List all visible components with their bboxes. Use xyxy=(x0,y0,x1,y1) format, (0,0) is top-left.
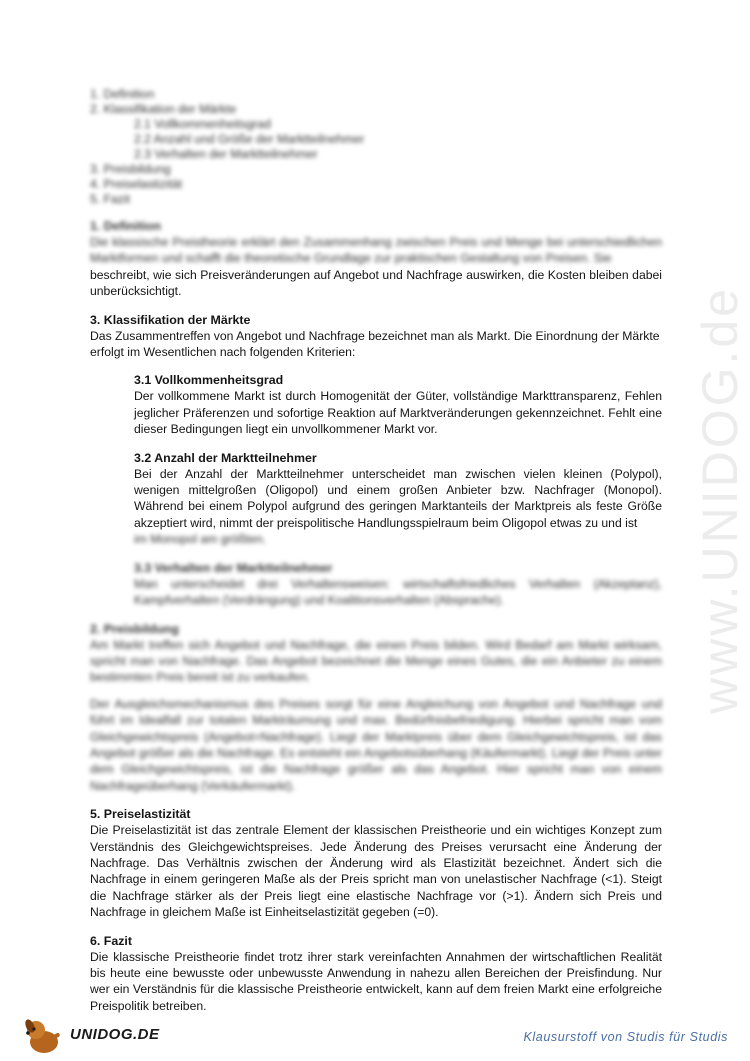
section-behavior xyxy=(134,560,662,609)
toc-item: 2.2 Anzahl und Größe der Marktteilnehmer xyxy=(134,132,365,146)
section-price-formation xyxy=(90,621,662,795)
section-text-blurred: Man unterscheidet drei Verhaltensweisen: wirtschaftsfriedliches Verhalten (Akzeptanz), Kampfverhalten (Verdrängung) und Koalitionsverhalten (Absprache). xyxy=(134,576,662,608)
watermark xyxy=(692,286,748,714)
section-heading: 6. Fazit xyxy=(90,933,132,948)
logo-text: UNIDOG.DE xyxy=(70,1026,160,1043)
toc-item: 2. Klassifikation der Märkte xyxy=(90,102,237,116)
section-heading: 5. Preiselastizität xyxy=(90,807,191,822)
section-heading: 3.3 Verhalten der Marktteilnehmer xyxy=(134,560,333,575)
section-text-blurred: Die klassische Preistheorie erklärt den Zusammenhang zwischen Preis und Menge bei unterschiedlichen Marktformen und schafft die theoretische Grundlage zur praktischen Gestaltung von Preisen. Sie xyxy=(90,235,662,266)
section-perfection xyxy=(134,372,662,437)
section-participants xyxy=(134,450,662,548)
table-of-contents xyxy=(90,86,662,206)
section-text: Bei der Anzahl der Marktteilnehmer unterscheidet man zwischen vielen kleinen (Polypol), wenigen mittelgroßen (Oligopol) und einem großen Anbieter bzw. Nachfrager (Monopol). Während bei einem Polypol aufgrund des geringen Marktanteils der Marktpreis als feste Größe akzeptiert wird, nimmt der preispolitische Handlungsspielraum beim Oligopol etwas zu und ist xyxy=(134,466,662,530)
unidog-logo xyxy=(22,1016,162,1056)
toc-item: 4. Preiselastizität xyxy=(90,177,183,191)
watermark-text: www.UNIDOG.de xyxy=(692,286,748,714)
document-content xyxy=(90,86,662,1014)
section-text: Der vollkommene Markt ist durch Homogenität der Güter, vollständige Markttransparenz, Fehlen jeglicher Präferenzen und sofortige Reaktion auf Marktveränderungen gekennzeichnet. Fehlt eine dieser Bedingungen liegt ein unvollkommener Markt vor. xyxy=(134,389,662,437)
section-heading: 3.1 Vollkommenheitsgrad xyxy=(134,373,284,388)
section-heading: 1. Definition xyxy=(90,219,161,233)
section-heading: 3. Klassifikation der Märkte xyxy=(90,312,251,327)
toc-item: 2.3 Verhalten der Marktteilnehmer xyxy=(134,147,318,161)
section-text-blurred: Am Markt treffen sich Angebot und Nachfrage, die einen Preis bilden. Wird Bedarf am Markt wirksam, spricht man von Nachfrage. Das Angebot bezeichnet die Menge eines Gutes, die ein Anbieter zu einem bestimmten Preis bereit ist zu verkaufen. xyxy=(90,637,662,685)
toc-item: 3. Preisbildung xyxy=(90,162,171,176)
section-text-blurred: Der Ausgleichsmechanismus des Preises sorgt für eine Angleichung von Angebot und Nachfrage und führt im Idealfall zur totalen Markträumung und max. Bedürfnisbefriedigung. Hierbei spricht man vom Gleichgewichtspreis (Angebot=Nachfrage). Liegt der Marktpreis über dem Gleichgewichtspreis, ist das Angebot größer als die Nachfrage. Es entsteht ein Angebotsüberhang (Käufermarkt). Liegt der Preis unter dem Gleichgewichtspreis, ist die Nachfrage größer als das Angebot. Hier spricht man von einem Nachfrageüberhang (Verkäufermarkt). xyxy=(90,696,662,793)
toc-item: 1. Definition xyxy=(90,87,155,101)
toc-item: 5. Fazit xyxy=(90,192,130,206)
section-heading: 2. Preisbildung xyxy=(90,621,179,636)
section-heading: 3.2 Anzahl der Marktteilnehmer xyxy=(134,450,317,465)
section-text: Das Zusammentreffen von Angebot und Nachfrage bezeichnet man als Markt. Die Einordnung der Märkte erfolgt im Wesentlichen nach folgenden Kriterien: xyxy=(90,328,660,360)
section-elasticity xyxy=(90,806,662,920)
section-text-blurred: im Monopol am größten. xyxy=(134,532,267,547)
section-definition xyxy=(90,218,662,300)
footer-tagline: Klausurstoff von Studis für Studis xyxy=(523,1030,728,1044)
section-classification xyxy=(90,312,662,361)
section-text: Die klassische Preistheorie findet trotz ihrer stark vereinfachten Annahmen der wirtschaftlichen Realität bis heute eine bewusste oder unbewusste Anwendung in nahezu allen Bereichen der Preisfindung. Nur wer ein Verständnis für die klassische Preistheorie entwickelt, kann auf dem freien Markt eine erfolgreiche Preispolitik betreiben. xyxy=(90,949,662,1013)
section-text: beschreibt, wie sich Preisveränderungen auf Angebot und Nachfrage auswirken, die Kosten bleiben dabei unberücksichtigt. xyxy=(90,267,662,299)
dog-icon xyxy=(22,1016,66,1056)
section-conclusion xyxy=(90,933,662,1015)
section-text: Die Preiselastizität ist das zentrale Element der klassischen Preistheorie und ein wichtiges Konzept zum Verständnis des Gleichgewichtspreises. Jede Änderung des Preises verursacht eine Änderung der Nachfrage. Das Verhältnis zwischen der Änderung wird als Elastizität bezeichnet. Ändert sich die Nachfrage in einem geringeren Maße als der Preis spricht man von unelastischer Nachfrage (<1). Steigt die Nachfrage stärker als der Preis liegt eine elastische Nachfrage vor (>1). Ändern sich Preis und Nachfrage in gleichem Maße ist Einheitselastizität gegeben (=0). xyxy=(90,823,662,920)
toc-item: 2.1 Vollkommenheitsgrad xyxy=(134,117,271,131)
